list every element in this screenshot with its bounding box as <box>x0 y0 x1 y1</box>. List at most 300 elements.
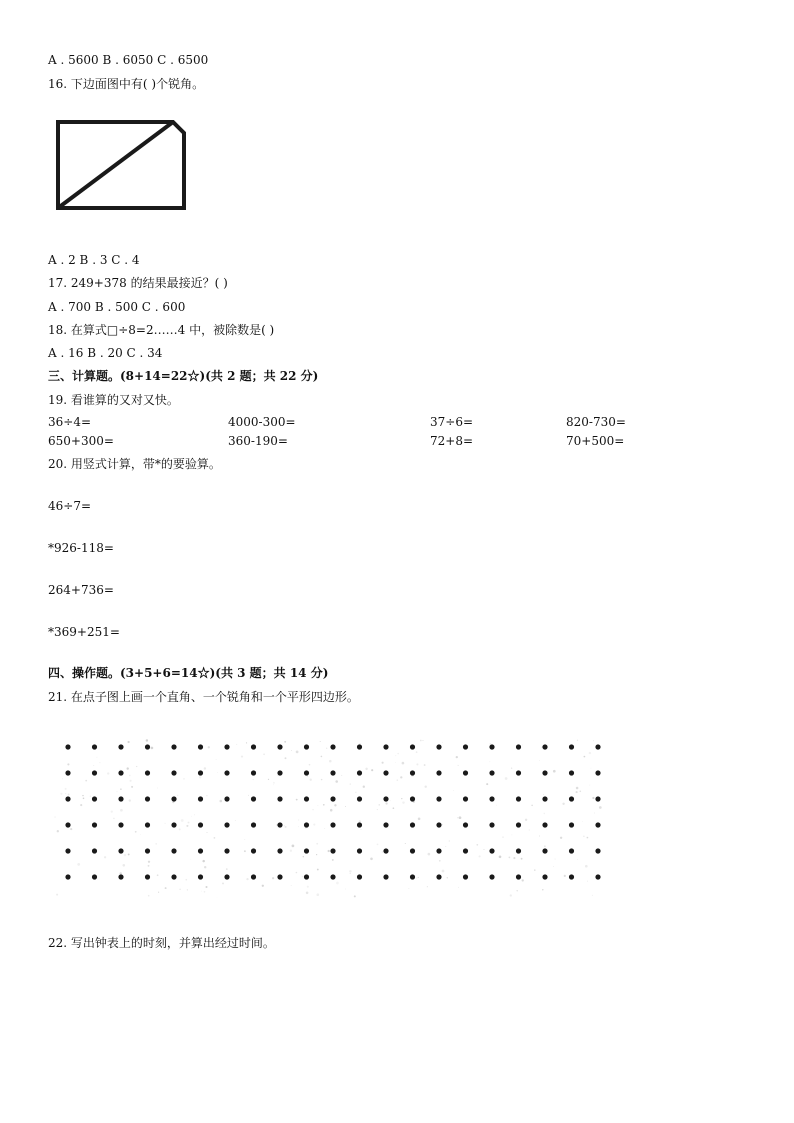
scan-speckle <box>594 813 595 814</box>
scan-speckle <box>587 837 589 839</box>
scan-speckle <box>120 872 122 874</box>
grid-dot[interactable] <box>251 770 256 775</box>
scan-speckle <box>99 762 100 763</box>
grid-dot[interactable] <box>463 848 468 853</box>
grid-dot[interactable] <box>251 744 256 749</box>
grid-dot[interactable] <box>118 822 123 827</box>
grid-dot[interactable] <box>277 874 282 879</box>
grid-dot[interactable] <box>304 822 309 827</box>
scan-speckle <box>157 874 159 876</box>
scan-speckle <box>151 747 154 750</box>
grid-dot[interactable] <box>569 848 574 853</box>
grid-dot[interactable] <box>92 770 97 775</box>
grid-dot[interactable] <box>171 822 176 827</box>
grid-dot[interactable] <box>65 770 70 775</box>
scan-speckle <box>148 861 150 863</box>
scan-speckle <box>400 776 402 778</box>
scan-speckle <box>546 829 547 830</box>
grid-dot[interactable] <box>516 770 521 775</box>
scan-speckle <box>236 744 237 745</box>
q15-options: A . 5600 B . 6050 C . 6500 <box>48 53 209 67</box>
scan-speckle <box>395 762 396 763</box>
grid-dot[interactable] <box>330 848 335 853</box>
grid-dot[interactable] <box>145 796 150 801</box>
grid-dot[interactable] <box>436 770 441 775</box>
grid-dot[interactable] <box>436 822 441 827</box>
scan-speckle <box>117 791 118 792</box>
grid-dot[interactable] <box>92 874 97 879</box>
scan-speckle <box>204 866 206 868</box>
scan-speckle <box>291 885 292 886</box>
grid-dot[interactable] <box>118 848 123 853</box>
scan-speckle <box>65 793 66 794</box>
grid-dot[interactable] <box>516 874 521 879</box>
grid-dot[interactable] <box>65 848 70 853</box>
scan-speckle <box>560 837 562 839</box>
scan-speckle <box>330 809 333 812</box>
scan-speckle <box>522 745 523 746</box>
grid-dot[interactable] <box>65 822 70 827</box>
grid-dot[interactable] <box>489 796 494 801</box>
scan-speckle <box>459 816 462 819</box>
scan-speckle <box>539 836 540 837</box>
grid-dot[interactable] <box>198 770 203 775</box>
scan-speckle <box>165 887 167 889</box>
grid-dot[interactable] <box>569 874 574 879</box>
scan-speckle <box>90 796 91 797</box>
grid-dot[interactable] <box>224 874 229 879</box>
grid-dot[interactable] <box>410 822 415 827</box>
scan-speckle <box>296 751 299 754</box>
grid-dot[interactable] <box>224 848 229 853</box>
grid-dot[interactable] <box>383 744 388 749</box>
scan-speckle <box>328 850 330 852</box>
grid-dot[interactable] <box>65 874 70 879</box>
scan-speckle <box>420 740 422 742</box>
scan-speckle <box>201 891 202 892</box>
grid-dot[interactable] <box>436 848 441 853</box>
scan-speckle <box>361 829 362 830</box>
grid-dot[interactable] <box>489 822 494 827</box>
scan-speckle <box>511 768 512 769</box>
scan-speckle <box>285 757 287 759</box>
grid-dot[interactable] <box>436 744 441 749</box>
grid-dot[interactable] <box>277 770 282 775</box>
grid-dot[interactable] <box>65 796 70 801</box>
scan-speckle <box>202 860 204 862</box>
grid-dot[interactable] <box>542 796 547 801</box>
scan-speckle <box>483 849 484 850</box>
q20-question: 20. 用竖式计算，带*的要验算。 <box>48 457 221 471</box>
scan-speckle <box>516 890 517 891</box>
scan-speckle <box>445 846 446 847</box>
scan-speckle <box>521 858 523 860</box>
grid-dot[interactable] <box>463 770 468 775</box>
scan-speckle <box>401 798 402 799</box>
grid-dot[interactable] <box>569 822 574 827</box>
scan-speckle <box>321 756 323 758</box>
grid-dot[interactable] <box>357 770 362 775</box>
grid-dot[interactable] <box>436 796 441 801</box>
scan-speckle <box>585 865 588 868</box>
scan-speckle <box>217 772 218 773</box>
scan-speckle <box>284 825 285 826</box>
scan-speckle <box>591 768 592 769</box>
scan-speckle <box>307 886 309 888</box>
grid-dot[interactable] <box>65 744 70 749</box>
scan-speckle <box>183 778 184 779</box>
scan-speckle <box>222 882 224 884</box>
scan-speckle <box>306 892 309 895</box>
grid-dot[interactable] <box>171 796 176 801</box>
scan-speckle <box>292 845 295 848</box>
scan-speckle <box>130 780 132 782</box>
scan-speckle <box>442 824 443 825</box>
scan-speckle <box>157 788 158 789</box>
scan-speckle <box>241 756 243 758</box>
scan-speckle <box>564 875 566 877</box>
scan-speckle <box>179 828 181 830</box>
scan-speckle <box>341 775 342 776</box>
grid-dot[interactable] <box>224 770 229 775</box>
grid-dot[interactable] <box>171 848 176 853</box>
scan-speckle <box>120 788 122 790</box>
scan-speckle <box>135 831 137 833</box>
grid-dot[interactable] <box>304 770 309 775</box>
grid-dot[interactable] <box>595 848 600 853</box>
scan-speckle <box>57 830 59 832</box>
grid-dot[interactable] <box>118 744 123 749</box>
scan-speckle <box>592 895 593 896</box>
grid-dot[interactable] <box>357 874 362 879</box>
scan-speckle <box>442 742 443 743</box>
scan-speckle <box>148 895 150 897</box>
scan-speckle <box>390 800 391 801</box>
grid-dot[interactable] <box>383 874 388 879</box>
scan-speckle <box>402 801 404 803</box>
grid-dot[interactable] <box>118 874 123 879</box>
scan-speckle <box>329 760 332 763</box>
grid-dot[interactable] <box>277 822 282 827</box>
grid-dot[interactable] <box>569 770 574 775</box>
grid-dot[interactable] <box>516 744 521 749</box>
q19-item: 360-190= <box>228 434 288 448</box>
grid-dot[interactable] <box>436 874 441 879</box>
scan-speckle <box>593 740 594 741</box>
grid-dot[interactable] <box>171 770 176 775</box>
q16-figure <box>53 117 188 213</box>
q21-question: 21. 在点子图上画一个直角、一个锐角和一个平形四边形。 <box>48 690 359 704</box>
scan-speckle <box>129 775 131 777</box>
grid-dot[interactable] <box>145 770 150 775</box>
scan-speckle <box>458 887 459 888</box>
grid-dot[interactable] <box>357 848 362 853</box>
grid-dot[interactable] <box>198 874 203 879</box>
grid-dot[interactable] <box>251 874 256 879</box>
grid-dot[interactable] <box>145 874 150 879</box>
scan-speckle <box>317 869 319 871</box>
scan-speckle <box>164 823 165 824</box>
scan-speckle <box>188 822 190 824</box>
scan-speckle <box>67 763 69 765</box>
grid-dot[interactable] <box>595 874 600 879</box>
scan-speckle <box>544 813 545 814</box>
scan-speckle <box>307 776 308 777</box>
grid-dot[interactable] <box>224 822 229 827</box>
grid-dot[interactable] <box>410 874 415 879</box>
scan-speckle <box>273 782 275 784</box>
scan-speckle <box>290 850 292 852</box>
q18-question: 18. 在算式□÷8=2……4 中，被除数是( ) <box>48 323 275 337</box>
scan-speckle <box>191 816 192 817</box>
grid-dot[interactable] <box>330 822 335 827</box>
grid-dot[interactable] <box>516 822 521 827</box>
grid-dot[interactable] <box>145 848 150 853</box>
scan-speckle <box>62 778 63 779</box>
scan-speckle <box>246 742 247 743</box>
grid-dot[interactable] <box>198 848 203 853</box>
scan-speckle <box>244 839 245 840</box>
grid-dot[interactable] <box>516 848 521 853</box>
scan-speckle <box>499 855 502 858</box>
scan-speckle <box>194 815 195 816</box>
scan-speckle <box>316 893 319 896</box>
grid-dot[interactable] <box>251 796 256 801</box>
scan-speckle <box>217 897 218 898</box>
grid-dot[interactable] <box>542 874 547 879</box>
grid-dot[interactable] <box>277 796 282 801</box>
grid-dot[interactable] <box>595 822 600 827</box>
grid-dot[interactable] <box>118 770 123 775</box>
grid-dot[interactable] <box>251 848 256 853</box>
scan-speckle <box>425 786 427 788</box>
grid-dot[interactable] <box>595 796 600 801</box>
scan-speckle <box>186 825 188 827</box>
scan-speckle <box>93 765 94 766</box>
grid-dot[interactable] <box>198 822 203 827</box>
q19-item: 70+500= <box>566 434 625 448</box>
scan-speckle <box>424 764 426 766</box>
grid-dot[interactable] <box>330 744 335 749</box>
scan-speckle <box>131 786 133 788</box>
scan-speckle <box>129 799 131 801</box>
scan-speckle <box>418 818 421 821</box>
scan-speckle <box>409 888 410 889</box>
scan-speckle <box>190 859 191 860</box>
scan-speckle <box>509 857 511 859</box>
scan-speckle <box>246 878 248 880</box>
grid-dot[interactable] <box>383 796 388 801</box>
grid-dot[interactable] <box>224 744 229 749</box>
grid-dot[interactable] <box>357 744 362 749</box>
q19-item: 72+8= <box>430 434 474 448</box>
grid-dot[interactable] <box>171 874 176 879</box>
scan-speckle <box>345 806 346 807</box>
scan-speckle <box>146 739 148 741</box>
grid-dot[interactable] <box>489 874 494 879</box>
scan-speckle <box>405 843 406 844</box>
q17-options: A . 700 B . 500 C . 600 <box>48 300 186 314</box>
grid-dot[interactable] <box>330 770 335 775</box>
q16-question: 16. 下边面图中有( )个锐角。 <box>48 77 205 91</box>
scan-speckle <box>457 817 458 818</box>
grid-dot[interactable] <box>410 770 415 775</box>
grid-dot[interactable] <box>145 822 150 827</box>
grid-dot[interactable] <box>463 796 468 801</box>
scan-speckle <box>321 779 322 780</box>
grid-dot[interactable] <box>92 796 97 801</box>
scan-speckle <box>320 741 321 742</box>
scan-speckle <box>179 889 180 890</box>
grid-dot[interactable] <box>463 744 468 749</box>
grid-dot[interactable] <box>92 822 97 827</box>
scan-speckle <box>316 854 317 855</box>
grid-dot[interactable] <box>330 874 335 879</box>
grid-dot[interactable] <box>198 744 203 749</box>
grid-dot[interactable] <box>542 770 547 775</box>
grid-dot[interactable] <box>595 744 600 749</box>
q21-dot-grid[interactable] <box>50 735 610 903</box>
scan-speckle <box>577 740 578 741</box>
scan-speckle <box>285 826 287 828</box>
scan-speckle <box>296 872 298 874</box>
grid-dot[interactable] <box>383 822 388 827</box>
scan-speckle <box>582 821 583 822</box>
scan-speckle <box>332 859 334 861</box>
grid-dot[interactable] <box>357 822 362 827</box>
scan-speckle <box>350 783 351 784</box>
scan-speckle <box>262 885 264 887</box>
scan-speckle <box>312 809 313 810</box>
grid-dot[interactable] <box>357 796 362 801</box>
scan-speckle <box>177 795 178 796</box>
scan-speckle <box>65 788 67 790</box>
scan-speckle <box>354 895 356 897</box>
scan-speckle <box>350 873 351 874</box>
scan-speckle <box>397 779 399 781</box>
grid-dot[interactable] <box>542 744 547 749</box>
grid-dot[interactable] <box>224 796 229 801</box>
grid-dot[interactable] <box>595 770 600 775</box>
grid-dot[interactable] <box>251 822 256 827</box>
scan-speckle <box>542 889 543 890</box>
scan-speckle <box>83 797 85 799</box>
scan-speckle <box>284 741 286 743</box>
scan-speckle <box>522 879 524 881</box>
scan-speckle <box>316 843 318 845</box>
scan-speckle <box>580 791 582 793</box>
scan-speckle <box>562 803 564 805</box>
scan-speckle <box>318 805 319 806</box>
scan-speckle <box>220 800 223 803</box>
grid-dot[interactable] <box>489 744 494 749</box>
grid-dot[interactable] <box>171 744 176 749</box>
scan-speckle <box>268 779 269 780</box>
grid-dot[interactable] <box>516 796 521 801</box>
scan-speckle <box>490 743 492 745</box>
grid-dot[interactable] <box>198 796 203 801</box>
grid-dot[interactable] <box>383 770 388 775</box>
grid-dot[interactable] <box>145 744 150 749</box>
grid-dot[interactable] <box>410 744 415 749</box>
scan-speckle <box>589 752 591 754</box>
scan-speckle <box>54 816 56 818</box>
scan-speckle <box>253 779 254 780</box>
grid-dot[interactable] <box>410 848 415 853</box>
grid-dot[interactable] <box>569 744 574 749</box>
q19-question: 19. 看谁算的又对又快。 <box>48 393 179 407</box>
grid-dot[interactable] <box>277 744 282 749</box>
scan-speckle <box>415 741 416 742</box>
scan-speckle <box>371 769 373 771</box>
scan-speckle <box>235 820 236 821</box>
scan-speckle <box>80 804 82 806</box>
grid-dot[interactable] <box>489 848 494 853</box>
scan-speckle <box>158 892 159 893</box>
scan-speckle <box>577 859 578 860</box>
grid-dot[interactable] <box>304 796 309 801</box>
grid-dot[interactable] <box>383 848 388 853</box>
scan-speckle <box>587 881 588 882</box>
scan-speckle <box>479 855 481 857</box>
grid-dot[interactable] <box>330 796 335 801</box>
scan-speckle <box>124 854 126 856</box>
scan-speckle <box>428 853 431 856</box>
scan-speckle <box>291 750 292 751</box>
grid-dot[interactable] <box>463 822 468 827</box>
q19-item: 4000-300= <box>228 415 296 429</box>
scan-speckle <box>553 770 556 773</box>
scan-speckle <box>128 853 130 855</box>
grid-dot[interactable] <box>489 770 494 775</box>
grid-dot[interactable] <box>304 874 309 879</box>
grid-dot[interactable] <box>304 744 309 749</box>
grid-dot[interactable] <box>277 848 282 853</box>
scan-speckle <box>187 889 188 890</box>
q19-item: 650+300= <box>48 434 114 448</box>
grid-dot[interactable] <box>92 744 97 749</box>
scan-speckle <box>377 844 379 846</box>
scan-speckle <box>248 795 249 796</box>
grid-dot[interactable] <box>410 796 415 801</box>
scan-speckle <box>382 762 384 764</box>
scan-speckle <box>505 777 508 780</box>
scan-speckle <box>303 856 304 857</box>
grid-dot[interactable] <box>92 848 97 853</box>
scan-speckle <box>476 844 478 846</box>
grid-dot[interactable] <box>463 874 468 879</box>
scan-speckle <box>416 878 417 879</box>
grid-dot[interactable] <box>569 796 574 801</box>
scan-speckle <box>206 795 207 796</box>
q19-item: 820-730= <box>566 415 626 429</box>
scan-speckle <box>382 851 384 853</box>
scan-speckle <box>544 846 545 847</box>
grid-dot[interactable] <box>304 848 309 853</box>
grid-dot[interactable] <box>118 796 123 801</box>
scan-speckle <box>355 792 356 793</box>
scan-speckle <box>377 809 378 810</box>
scan-speckle <box>104 856 106 858</box>
scan-speckle <box>385 802 387 804</box>
grid-dot[interactable] <box>542 848 547 853</box>
scan-speckle <box>397 753 398 754</box>
scan-speckle <box>553 866 554 867</box>
q16-options: A . 2 B . 3 C . 4 <box>48 253 140 267</box>
scan-speckle <box>447 877 448 878</box>
grid-dot[interactable] <box>542 822 547 827</box>
scan-speckle <box>416 763 418 765</box>
